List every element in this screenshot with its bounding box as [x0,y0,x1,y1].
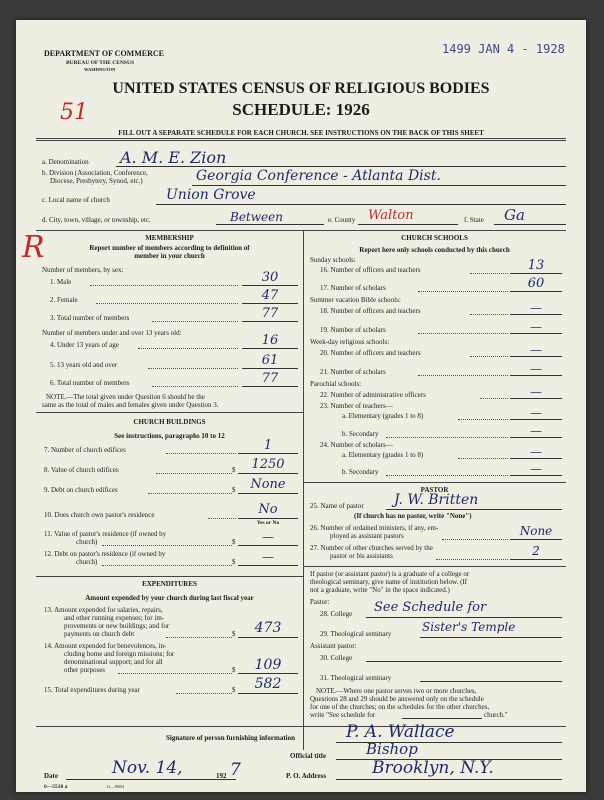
dot-leader [176,693,232,694]
q13-label-d: payments on church debt [64,630,135,638]
answer-line [366,661,562,662]
answer-line [238,545,298,546]
official-title-label: Official title [290,752,326,760]
q31-label: 31. Theological seminary [320,674,392,682]
parochial-schools-label: Parochial schools: [310,380,362,388]
q19-value[interactable]: — [530,320,542,334]
census-schedule-sheet [16,20,586,792]
field-line [192,185,566,186]
answer-line [238,453,298,454]
q13-label-a: 13. Amount expended for salaries, repairs, [44,606,163,614]
instruction-line: FILL OUT A SEPARATE SCHEDULE FOR EACH CHURCH. SEE INSTRUCTIONS ON THE BACK OF THIS SHEET [118,129,484,137]
dot-leader [152,321,238,322]
q14-label-c: denominational support; and for all [64,658,163,666]
local-name-label: c. Local name of church [42,196,110,204]
dot-leader [166,637,232,638]
divider [36,726,566,727]
dot-leader [436,559,508,560]
divider [36,138,566,139]
q1-label: 1. Male [50,278,72,286]
date-stamp: 1499 JAN 4 - 1928 [442,42,565,56]
q16-label: 16. Number of officers and teachers [320,266,421,274]
dot-leader [156,473,232,474]
q8-value[interactable]: 1250 [251,457,285,472]
answer-line [386,509,562,510]
city-label: WASHINGTON [84,67,116,72]
dollar-sign: $ [232,486,236,494]
department-label: DEPARTMENT OF COMMERCE [44,49,165,58]
answer-line [510,559,562,560]
q24-label: 24. Number of scholars— [320,441,393,449]
sunday-schools-label: Sunday schools: [310,256,356,264]
divider [36,140,566,141]
q21-label: 21. Number of scholars [320,368,386,376]
field-line [216,224,324,225]
q23a-value[interactable]: — [530,406,542,420]
q21-value[interactable]: — [530,362,542,376]
dot-leader [480,398,508,399]
q20-value[interactable]: — [530,343,542,357]
q3-value[interactable]: 77 [261,306,279,321]
assistant-pastor-sublabel: Assistant pastor: [310,642,357,650]
dot-leader [118,673,232,674]
answer-line [510,539,562,540]
q12-label-b: church) [76,558,98,566]
field-line [494,224,566,225]
dot-leader [458,419,508,420]
divider [303,566,566,567]
handwritten-mark-r: R [22,230,45,265]
q25-value[interactable]: J. W. Britten [394,492,479,508]
answer-line [66,779,236,780]
q23-label: 23. Number of teachers— [320,402,393,410]
official-title-value[interactable]: Bishop [366,740,418,758]
dot-leader [418,375,508,376]
divider [303,482,566,483]
form-code-2: 11—9084 [106,784,124,789]
age-label: Number of members under and over 13 years old: [42,329,182,337]
q5-value[interactable]: 61 [261,353,279,368]
page-title: UNITED STATES CENSUS OF RELIGIOUS BODIES [112,80,490,97]
division-label-2: Diocese, Presbytery, Synod, etc.) [50,177,143,185]
dollar-sign: $ [232,666,236,674]
q1-value[interactable]: 30 [261,270,279,285]
pastor-note-4: write "See schedule for [310,711,376,719]
q18-label: 18. Number of officers and teachers [320,307,421,315]
dot-leader [386,437,508,438]
bureau-label: BUREAU OF THE CENSUS [66,60,135,66]
q26-label-b: ployed as assistant pastors [330,532,404,540]
q9-value[interactable]: None [250,477,286,492]
membership-sub-1: Report number of members according to definition of [89,244,250,252]
membership-heading: MEMBERSHIP [145,234,194,242]
q14-value[interactable]: 109 [254,657,282,673]
signature-value[interactable]: P. A. Wallace [346,722,455,742]
q12-label-a: 12. Debt on pastor's residence (if owned by [44,550,166,558]
dot-leader [166,453,236,454]
q15-value[interactable]: 582 [254,676,282,692]
dot-leader [470,356,508,357]
pastor-note-1: NOTE.—Where one pastor serves two or more churches, [316,687,477,695]
county-label: e. County [328,216,356,224]
q12-value[interactable]: — [262,550,274,564]
city-value[interactable]: Between [230,210,283,224]
answer-line [510,291,562,292]
pastor-note-3: for one of the churches; on the schedules for the other churches, [310,703,490,711]
dot-leader [138,348,238,349]
q25-label: 25. Name of pastor [310,502,364,510]
year-value[interactable]: 7 [230,760,241,780]
form-code: 6—5518 a [44,784,68,790]
pastor-heading: PASTOR [420,486,449,494]
handwritten-note-51: 51 [60,100,88,125]
q23b-value[interactable]: — [530,424,542,438]
page-subtitle: SCHEDULE: 1926 [232,100,370,119]
answer-line [238,673,298,674]
answer-line [242,303,298,304]
field-line [358,224,458,225]
q6-value[interactable]: 77 [261,371,279,386]
q26-label-a: 26. Number of ordained ministers, if any, em- [310,524,439,532]
q24a-value[interactable]: — [530,445,542,459]
buildings-heading: CHURCH BUILDINGS [133,418,206,426]
county-value[interactable]: Walton [368,208,414,223]
date-value[interactable]: Nov. 14, [112,758,183,778]
dollar-sign: $ [232,558,236,566]
q23b-label: b. Secondary [342,430,379,438]
dot-leader [148,368,238,369]
membership-note-2: same as the total of males and females given under Question 3. [42,401,219,409]
dot-leader [442,539,508,540]
pastor-note-5: church." [484,711,508,719]
po-address-value[interactable]: Brooklyn, N.Y. [372,758,494,778]
weekday-schools-label: Week-day religious schools: [310,338,390,346]
graduate-note-3: not a graduate, write "No" in the space indicated.) [310,586,450,594]
buildings-sub: See instructions, paragraphs 10 to 12 [114,432,225,440]
q5-label: 5. 13 years old and over [50,361,118,369]
signature-label: Signature of person furnishing information [166,734,295,742]
schools-sub: Report here only schools conducted by this church [359,246,510,254]
dot-leader [148,493,232,494]
q2-value[interactable]: 47 [261,288,279,303]
dot-leader [96,303,238,304]
q2-label: 2. Female [50,296,78,304]
members-by-sex-label: Number of members, by sex: [42,266,124,274]
po-address-label: P. O. Address [286,772,327,780]
answer-line [238,473,298,474]
graduate-note-2: theological seminary, give name of institution below. (If [310,578,468,586]
q11-label-a: 11. Value of pastor's residence (if owned by [44,530,167,538]
q30-label: 30. College [320,654,353,662]
q25-hint: (If church has no pastor, write "None") [354,512,472,520]
answer-line [238,637,298,638]
answer-line [420,681,562,682]
answer-line [242,368,298,369]
q8-label: 8. Value of church edifices [44,466,119,474]
answer-line [238,565,298,566]
divider [36,576,303,577]
dollar-sign: $ [232,686,236,694]
q16-value[interactable]: 13 [527,258,545,273]
q18-value[interactable]: — [530,301,542,315]
q26-value[interactable]: None [519,524,553,538]
q27-value[interactable]: 2 [532,544,540,558]
q27-label-a: 27. Number of other churches served by the [310,544,433,552]
q24a-label: a. Elementary (grades 1 to 8) [342,451,424,459]
local-name-value[interactable]: Union Grove [166,187,256,203]
divider [36,230,566,231]
denomination-value[interactable]: A. M. E. Zion [120,148,227,167]
q13-label-b: and other running expenses; for im- [64,614,165,622]
q14-label-b: cluding home and foreign missions; for [64,650,175,658]
answer-line [242,386,298,387]
schools-heading: CHURCH SCHOOLS [401,234,468,242]
answer-line [238,693,298,694]
q14-label-d: other purposes [64,666,106,674]
dot-leader [458,458,508,459]
city-field-label: d. City, town, village, or township, etc. [42,216,151,224]
divider [36,412,303,413]
dot-leader [90,285,238,286]
dollar-sign: $ [232,538,236,546]
answer-line [242,285,298,286]
q4-label: 4. Under 13 years of age [50,341,119,349]
q29-value[interactable]: Sister's Temple [422,620,516,634]
dot-leader [418,291,508,292]
q15-label: 15. Total expenditures during year [44,686,140,694]
year-prefix: 192 [216,772,227,780]
dot-leader [470,314,508,315]
q6-label: 6. Total number of members [50,379,130,387]
dot-leader [418,333,508,334]
answer-line [238,518,298,519]
q24b-label: b. Secondary [342,468,379,476]
q9-label: 9. Debt on church edifices [44,486,118,494]
dollar-sign: $ [232,630,236,638]
dot-leader [102,545,232,546]
q19-label: 19. Number of scholars [320,326,386,334]
q29-label: 29. Theological seminary [320,630,392,638]
q17-label: 17. Number of scholars [320,284,386,292]
graduate-note-1: If pastor (or assistant pastor) is a graduate of a college or [310,570,470,578]
date-label: Date [44,772,58,780]
division-label: b. Division (Association, Conference, [42,169,148,177]
answer-line [336,779,562,780]
pastor-note-2: Questions 28 and 29 should be answered only on the schedule [310,695,484,703]
q27-label-b: pastor or his assistants [330,552,393,560]
division-value[interactable]: Georgia Conference - Atlanta Dist. [196,168,441,184]
membership-sub-2: member in your church [134,252,205,260]
q20-label: 20. Number of officers and teachers [320,349,421,357]
q14-label-a: 14. Amount expended for benevolences, in- [44,642,167,650]
answer-line [242,348,298,349]
state-value[interactable]: Ga [504,206,525,224]
expenditures-sub: Amount expended by your church during last fiscal year [85,594,254,602]
q22-value[interactable]: — [530,385,542,399]
state-label: f. State [464,216,484,224]
field-line [156,204,566,205]
membership-note-1: NOTE.—The total given under Question 6 should be the [46,393,205,401]
yes-no-hint: Yes or No [256,520,280,526]
q28-value[interactable]: See Schedule for [374,600,487,615]
q23a-label: a. Elementary (grades 1 to 8) [342,412,424,420]
q10-label: 10. Does church own pastor's residence [44,511,155,519]
answer-line [510,273,562,274]
dot-leader [152,386,238,387]
summer-schools-label: Summer vacation Bible schools: [310,296,401,304]
q7-label: 7. Number of church edifices [44,446,126,454]
q11-label-b: church) [76,538,98,546]
q28-label: 28. College [320,610,353,618]
q10-value[interactable]: No [258,502,278,517]
q4-value[interactable]: 16 [261,333,279,348]
answer-line [402,718,482,719]
answer-line [366,617,562,618]
dot-leader [208,518,236,519]
expenditures-heading: EXPENDITURES [142,580,197,588]
pastor-sublabel: Pastor: [310,598,330,606]
q17-value[interactable]: 60 [527,276,545,291]
dot-leader [386,475,508,476]
q13-value[interactable]: 473 [254,620,282,636]
dollar-sign: $ [232,466,236,474]
q7-value[interactable]: 1 [263,438,273,453]
dot-leader [470,273,508,274]
answer-line [420,637,562,638]
q13-label-c: provements or new buildings; and for [64,622,170,630]
denomination-label: a. Denomination [42,158,89,166]
q24b-value[interactable]: — [530,462,542,476]
q11-value[interactable]: — [262,530,274,544]
answer-line [238,493,298,494]
q3-label: 3. Total number of members [50,314,130,322]
dot-leader [102,565,232,566]
answer-line [242,321,298,322]
q22-label: 22. Number of administrative officers [320,391,426,399]
